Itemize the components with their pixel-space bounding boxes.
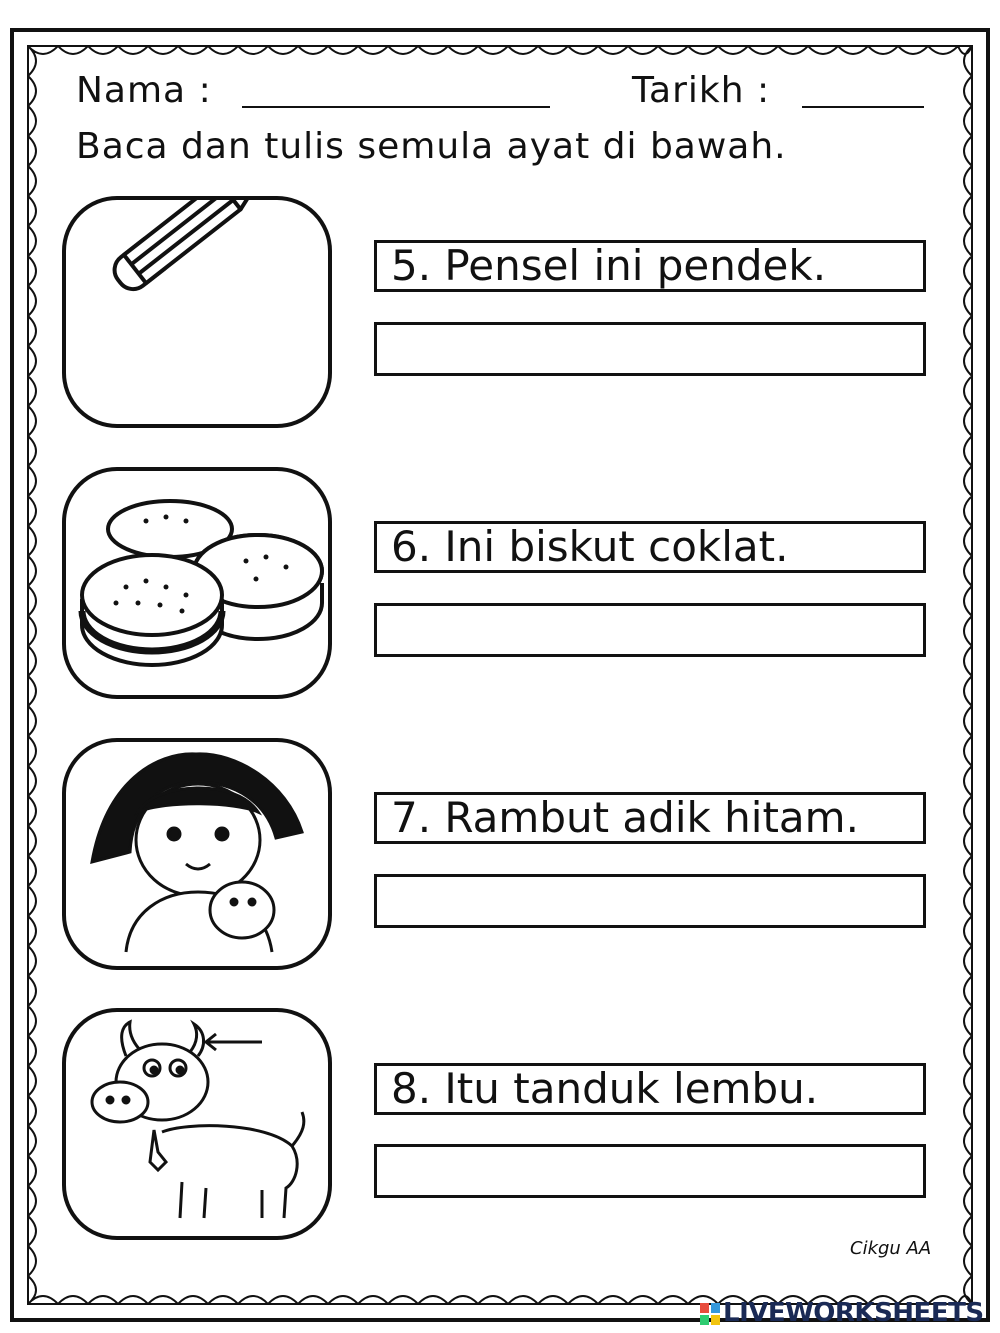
answer-field-5[interactable] (374, 322, 926, 376)
answer-field-7[interactable] (374, 874, 926, 928)
instruction-text: Baca dan tulis semula ayat di bawah. (76, 126, 787, 167)
girl-picture (62, 738, 332, 970)
sentence-6: 6. Ini biskut coklat. (374, 521, 926, 573)
pencil-icon (66, 200, 328, 424)
liveworksheets-watermark (700, 1298, 984, 1328)
name-label: Nama : (76, 70, 212, 111)
credit-text: Cikgu AA (850, 1238, 932, 1259)
biscuits-picture (62, 467, 332, 699)
cow-icon (66, 1012, 328, 1236)
sentence-7: 7. Rambut adik hitam. (374, 792, 926, 844)
liveworksheets-logo-icon (700, 1303, 720, 1325)
girl-with-teddy-icon (66, 742, 328, 966)
answer-field-6[interactable] (374, 603, 926, 657)
name-line[interactable] (242, 106, 550, 108)
answer-field-8[interactable] (374, 1144, 926, 1198)
sentence-8: 8. Itu tanduk lembu. (374, 1063, 926, 1115)
date-line[interactable] (802, 106, 924, 108)
biscuits-icon (66, 471, 328, 695)
pencil-picture (62, 196, 332, 428)
cow-picture (62, 1008, 332, 1240)
date-label: Tarikh : (632, 70, 771, 111)
watermark-text: LIVEWORKSHEETS (723, 1298, 984, 1328)
sentence-5: 5. Pensel ini pendek. (374, 240, 926, 292)
